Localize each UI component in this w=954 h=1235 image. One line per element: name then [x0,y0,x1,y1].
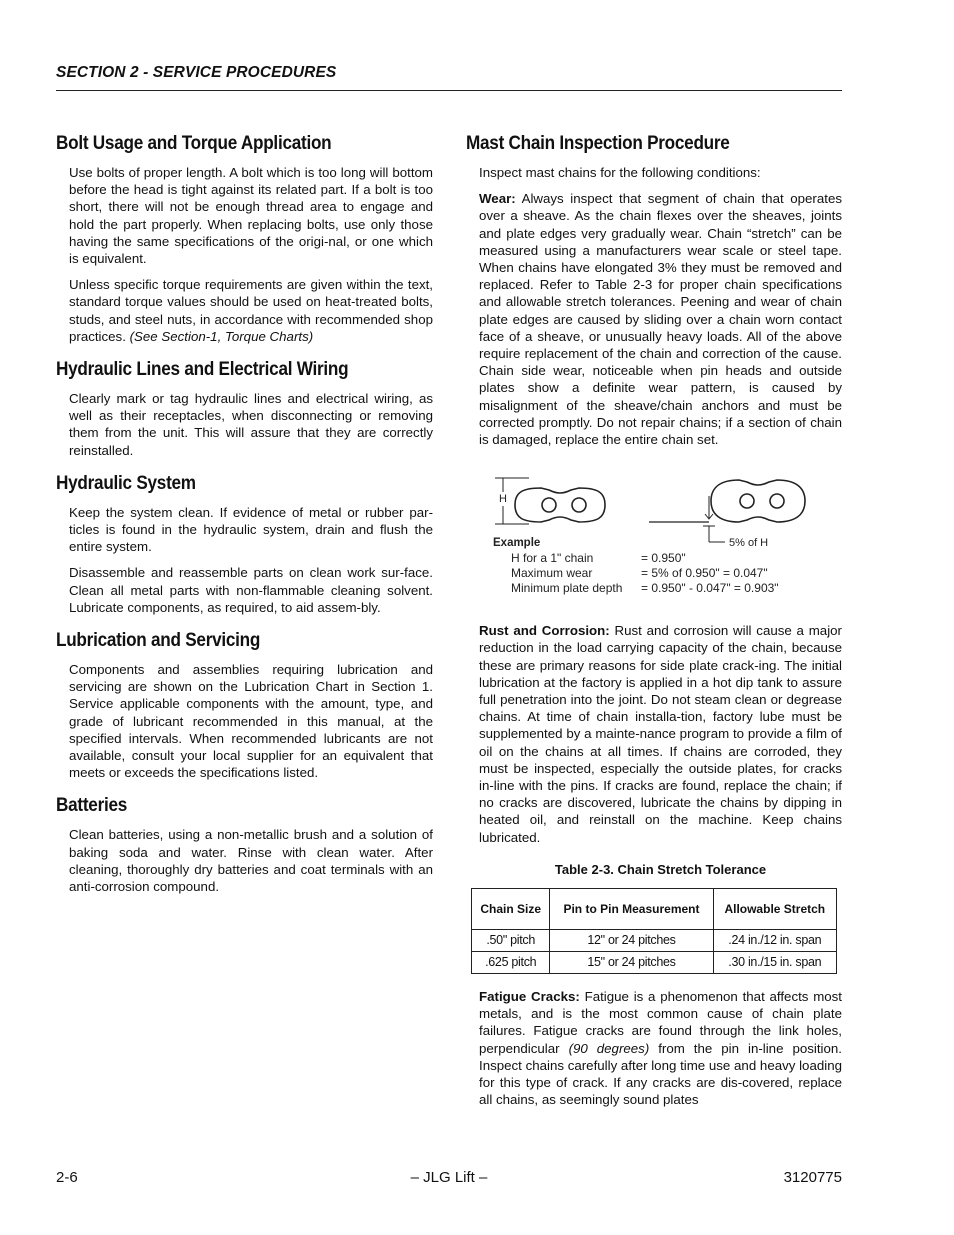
document-number: 3120775 [783,1169,842,1186]
example-row-label: Minimum plate depth [511,581,623,596]
section-batteries [56,794,433,895]
column-header: Allowable Stretch [713,888,836,929]
example-row-value: = 5% of 0.950" = 0.047" [641,566,768,581]
table-caption: Table 2-3. Chain Stretch Tolerance [554,861,767,877]
right-column [466,132,842,1117]
paragraph: Disassemble and reassemble parts on clean work sur-face. Clean all metal parts with non-flammable cleaning solvent. Lubricate components, as required, to aid assem-bly. [69,565,433,615]
paragraph: Unless specific torque requirements are given within the text, standard torque values should be used on heat-treated bolts, studs, and steel nuts, in accordance with recommended shop practices. (See Section-1, Torque Charts) [69,277,433,344]
page-header [56,64,842,91]
table-cell: .24 in./12 in. span [713,929,836,951]
table-cell: .30 in./15 in. span [713,951,836,973]
paragraph-fatigue: Fatigue Cracks: Fatigue is a phenomenon that affects most metals, and is the most common cause of chain plate failures. Fatigue cracks are found through the link holes, perpendicular (90 degrees) from the pin in-line position. Inspect chains carefully after long time use and heavy loading for this type of crack. If any cracks are dis-covered, replace all chains, as seemingly sound plates [479,988,843,1108]
page-number: 2-6 [56,1169,78,1186]
chain-stretch-table [471,888,837,974]
h-label: H [499,493,507,506]
column-header: Pin to Pin Measurement [550,888,713,929]
cross-reference: (See Section-1, Torque Charts) [129,328,314,344]
example-row-value: = 0.950" - 0.047" = 0.903" [641,581,779,596]
table-header-row [472,888,837,929]
section-lubrication [56,629,433,781]
heading-hydraulic-lines: Hydraulic Lines and Electrical Wiring [56,358,349,381]
table-row [472,951,837,973]
heading-hydraulic-system: Hydraulic System [56,471,196,494]
example-label: Example [493,537,541,550]
column-header: Chain Size [472,888,550,929]
paragraph-wear: Wear: Always inspect that segment of chain that operates over a sheave. As the chain flexes over the sheaves, joints and plate edges very gradually wear. Chain “stretch” can be measured using a manufacturers wear scale or steel tape. When chains have elongated 3% they must be removed and replaced. Refer to Table 2-3 for proper chain specifications and allowable stretch tolerances. Peening and wear of chain plate edges are caused by sliding over a chain worn contact face of a sheave, or unusually heavy loads. All of the above require replacement of the chain and correction of the cause. Chain side wear, noticeable when pin heads and outside plates show a definite wear pattern, is caused by misalignment of the sheave/chain anchors and must be corrected promptly. Do not repair chains; if a section of chain is damaged, replace the entire chain set. [479,191,842,448]
percent-label: 5% of H [729,537,769,550]
paragraph-rust: Rust and Corrosion: Rust and corrosion will cause a major reduction in the load carrying capacity of the chain, because these are primary reasons for side plate crack-ing. The initial lubrication at the factory is applied in a hot dip tank to assure full penetration into the joint. Do not steam clean or degrease chains. At time of chain installa-tion, factory lube must be supplemented by a mainte-nance program to provide a film of oil on the chains at all times. If chains are corroded, they must be inspected, especially the outside plates, for cracks in-line with the pins. If cracks are found, replace the chain; if no cracks are discovered, lubricate the chains by dipping in heated oil, and reinstall on the machine. Keep chains lubricated. [479,623,842,845]
example-row-value: = 0.950" [641,551,686,566]
chain-wear-diagram [479,472,842,622]
left-column [56,132,433,908]
paragraph: Clean batteries, using a non-metallic brush and a solution of baking soda and water. Rinse with clean water. After cleaning, thoroughly dry batteries and coat terminals with an anti-corrosion compound. [69,827,433,895]
heading-batteries: Batteries [56,794,128,817]
table-cell: 12" or 24 pitches [550,929,713,951]
paragraph: Keep the system clean. If evidence of metal or rubber par-ticles is found in the hydraulic system, drain and flush the entire system. [69,504,433,555]
table-cell: 15" or 24 pitches [550,951,713,973]
table-cell: .625 pitch [472,951,550,973]
heading-mast-chain: Mast Chain Inspection Procedure [466,132,730,154]
heading-lubrication: Lubrication and Servicing [56,629,261,652]
section-title: SECTION 2 - SERVICE PROCEDURES [56,64,337,81]
paragraph: Components and assemblies requiring lubrication and servicing are shown on the Lubrication Chart in Section 1. Service applicable components with the amount, type, and grade of lubricant recommended in this manual, at the specified intervals. When recommended lubricants are not available, consult your local supplier for an equivalent that meets or exceeds the specifications listed. [69,662,433,781]
example-row-label: H for a 1" chain [511,551,594,566]
table-cell: .50" pitch [472,929,550,951]
section-hydraulic-system [56,472,433,616]
paragraph: Clearly mark or tag hydraulic lines and electrical wiring, as well as their receptacles, when disconnecting or removing them from the unit. This will assure that they are correctly reinstalled. [69,391,433,458]
chain-link-figure [489,472,829,622]
example-row-label: Maximum wear [511,566,593,581]
footer-brand: – JLG Lift – [410,1169,488,1186]
paragraph: Use bolts of proper length. A bolt which is too long will bottom before the head is tight against its related part. If a bolt is too short, there will not be enough thread area to engage and hold the part properly. When replacing bolts, use only those having the same specifications of the origi-nal, or one which is equivalent. [69,165,433,267]
paragraph: Inspect mast chains for the following conditions: [479,165,761,180]
table-row [472,929,837,951]
section-hydraulic-lines [56,358,433,459]
heading-bolt-usage: Bolt Usage and Torque Application [56,132,332,154]
section-bolt-usage [56,132,433,345]
